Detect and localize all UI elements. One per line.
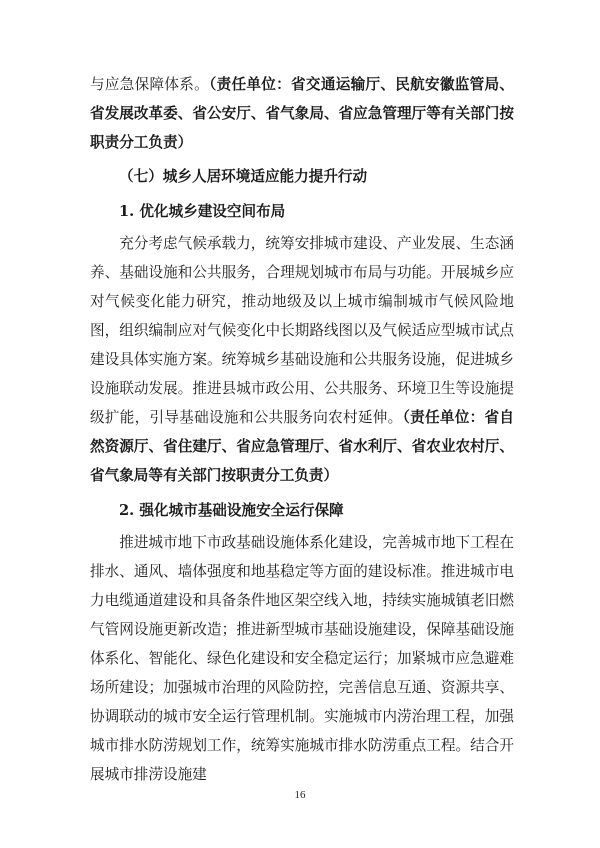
subsection-body-1: [90, 229, 514, 490]
responsibility-note: （责任单位：省交通运输厅、民航安徽监管局、省发展改革委、省公安厅、省气象局、省应急管理厅等有关部门按职责分工负责）: [90, 76, 514, 151]
body-text: 充分考虑气候承载力，统筹安排城市建设、产业发展、生态涵养、基础设施和公共服务，合理规划城市布局与功能。开展城乡应对气候变化能力研究，推动地级及以上城市编制城市气候风险地图，组织编制应对气候变化中长期路线图以及气候适应型城市试点建设具体实施方案。统筹城乡基础设施和公共服务设施，促进城乡设施联动发展。推进县城市政公用、公共服务、环境卫生等设施提级扩能，引导基础设施和公共服务向农村延伸。: [90, 235, 514, 426]
page-number: 16: [294, 789, 306, 801]
subsection-body-2: [90, 528, 514, 789]
document-page: [90, 70, 514, 789]
continuation-text: 与应急保障体系。: [90, 76, 210, 93]
subsection-heading-1: 1. 优化城乡建设空间布局: [119, 203, 286, 220]
section-heading: （七）城乡人居环境适应能力提升行动: [119, 168, 368, 185]
body-text: 推进城市地下市政基础设施体系化建设，完善城市地下工程在排水、通风、墙体强度和地基稳定等方面的建设标准。推进城市电力电缆通道建设和具备条件地区架空线入地，持续实施城镇老旧燃气管网设施更新改造；推进新型城市基础设施建设，保障基础设施体系化、智能化、绿色化建设和安全稳定运行；加紧城市应急避难场所建设；加强城市治理的风险防控，完善信息互通、资源共享、协调联动的城市安全运行管理机制。实施城市内涝治理工程，加强城市排水防涝规划工作，统筹实施城市排水防涝重点工程。结合开展城市排涝设施建: [90, 534, 514, 783]
responsibility-note: （责任单位：省自然资源厅、省住建厅、省应急管理厅、省水利厅、省农业农村厅、省气象局等有关部门按职责分工负责）: [90, 409, 514, 484]
subsection-heading-2: 2. 强化城市基础设施安全运行保障: [119, 502, 344, 519]
continuation-paragraph: [90, 70, 514, 157]
